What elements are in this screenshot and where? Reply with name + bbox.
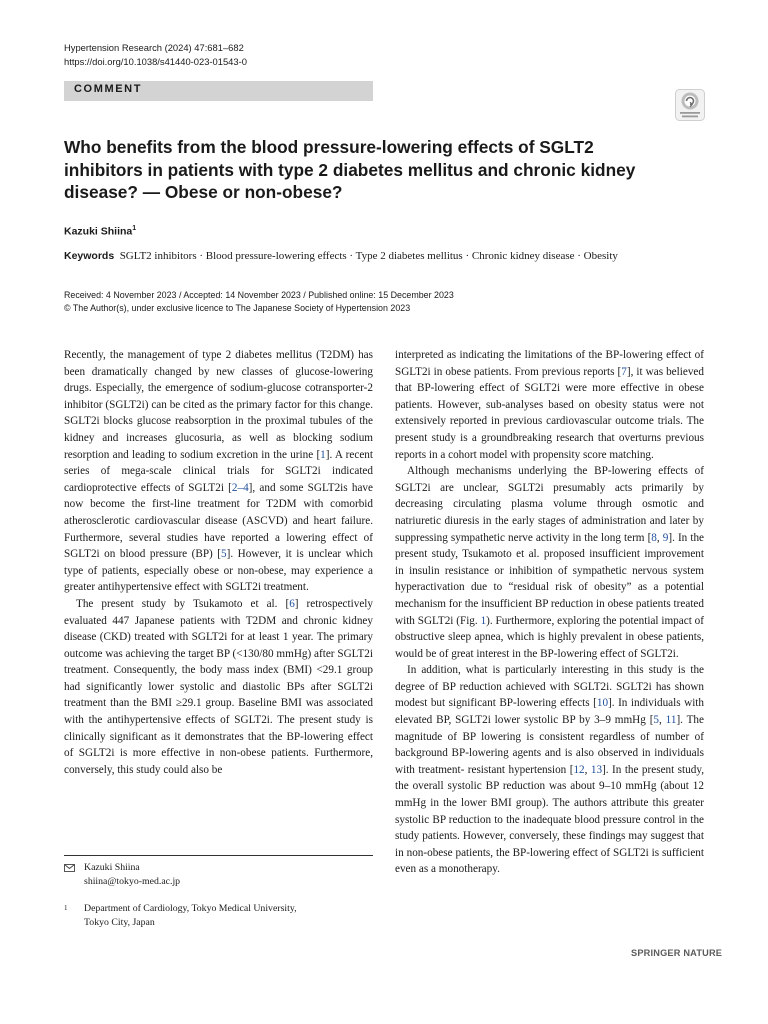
- keywords-label: Keywords: [64, 250, 115, 262]
- reference-link[interactable]: 5: [221, 548, 227, 561]
- contact-email[interactable]: shiina@tokyo-med.ac.jp: [84, 875, 181, 887]
- paragraph-2-continued: interpreted as indicating the limitations of the BP-lowering effect of SGLT2i in obese patients. From previous reports [7], it was believed that BP-lowering effect of SGLT2i were more effective in obese patients. However, sub-analyses based on obesity status were not extensively reported in previous cardiovascular outcome trials. The present study is a groundbreaking research that overturns previous reports in a cohort model with propensity score matching.: [395, 349, 704, 461]
- paragraph-1: Recently, the management of type 2 diabetes mellitus (T2DM) has been dramatically changed by new classes of glucose-lowering drugs. Especially, the emergence of sodium-glucose cotransporter-2 inhibitor (SGLT2i) can be cited as the primary factor for this change. SGLT2i blocks glucose reabsorption in the proximal tubules of the kidney and increases glucosuria, as well as blocking sodium resorption and leading to sodium excretion in the urine [1]. A recent series of mega-scale clinical trials for SGLT2i indicated cardioprotective effects of SGLT2i [2–4], and some SGLT2is have now become the first-line treatment for T2DM with comorbid atherosclerotic cardiovascular disease (ASCVD) and heart failure. Furthermore, several studies have reported a lowering effect of SGLT2i on blood pressure (BP) [5]. However, it is unclear which type of patients, especially obese or non-obese, may experience a greater antihypertensive effect with SGLT2i treatment.: [64, 349, 374, 594]
- article-dates: [64, 289, 454, 315]
- author-name[interactable]: Kazuki Shiina: [64, 225, 133, 238]
- reference-link[interactable]: 1: [480, 614, 487, 627]
- contact-footnote: [64, 861, 373, 888]
- affiliation-line-1: Department of Cardiology, Tokyo Medical University,: [84, 903, 297, 914]
- reference-link[interactable]: 5: [653, 714, 660, 727]
- paragraph-2: The present study by Tsukamoto et al. [6] retrospectively evaluated 447 Japanese patients with T2DM and chronic kidney disease (CKD) treated with SGLT2i for at least 1 year. The primary outcome was achieving the target BP (<130/80 mmHg) after SGLT2i treatment. Consequently, the body mass index (BMI) <29.1 group had significantly lower systolic and diastolic BPs after SGLT2i treatment than the BMI ≥29.1 group. Baseline BMI was associated with the antihypertensive effects of SGLT2i. The present study is clinically significant as it demonstrates that the BP-lowering effect of SGLT2i is more effective in non-obese patients. Furthermore, conversely, this study could also be: [64, 597, 374, 776]
- journal-citation: Hypertension Research (2024) 47:681–682: [64, 42, 244, 53]
- affiliation-footnote: [64, 902, 373, 929]
- reference-link[interactable]: 1: [320, 448, 326, 461]
- copyright-notice: © The Author(s), under exclusive licence to The Japanese Society of Hypertension 2023: [64, 303, 411, 313]
- article-title: Who benefits from the blood pressure-lowering effects of SGLT2 inhibitors in patients with type 2 diabetes mellitus and chronic kidney disease? — Obese or non-obese?: [64, 137, 636, 202]
- footnote-divider: [64, 855, 373, 856]
- affiliation-mark: 1: [64, 904, 68, 912]
- reference-link[interactable]: 10: [596, 697, 609, 710]
- reference-link[interactable]: 9: [662, 531, 669, 544]
- footnotes: [64, 861, 373, 929]
- body-column-right: [395, 347, 704, 878]
- affiliation-line-2: Tokyo City, Japan: [84, 916, 155, 928]
- reference-link[interactable]: 8: [651, 531, 657, 544]
- body-column-left: [64, 347, 373, 778]
- article-type-banner: COMMENT: [64, 81, 373, 101]
- reference-link[interactable]: 7: [621, 365, 627, 378]
- reference-link[interactable]: 12: [573, 763, 585, 776]
- doi-link[interactable]: https://doi.org/10.1038/s41440-023-01543-0: [64, 56, 247, 67]
- keywords-line: [64, 250, 618, 262]
- publication-history: Received: 4 November 2023 / Accepted: 14 November 2023 / Published online: 15 December 2023: [64, 290, 454, 300]
- reference-link[interactable]: 13: [590, 763, 603, 776]
- author-line: [64, 225, 136, 238]
- envelope-icon: [64, 864, 75, 872]
- check-for-updates-icon[interactable]: [675, 89, 705, 121]
- contact-name: Kazuki Shiina: [84, 862, 140, 873]
- reference-link[interactable]: 6: [289, 597, 295, 610]
- reference-link[interactable]: 11: [665, 714, 677, 727]
- keywords-text: SGLT2 inhibitors · Blood pressure-lowering effects · Type 2 diabetes mellitus · Chronic kidney disease · Obesity: [119, 250, 618, 262]
- journal-info: [64, 41, 247, 69]
- springer-nature-logo: SPRINGER NATURE: [631, 948, 723, 958]
- author-affiliation-mark: 1: [132, 225, 137, 232]
- reference-link[interactable]: 2–4: [231, 481, 249, 494]
- paragraph-3: Although mechanisms underlying the BP-lowering effects of SGLT2i are unclear, SGLT2i presumably acts primarily by decreasing circulating plasma volume through osmotic and natriuretic diuresis in the early stages of administration and later by suppressing sympathetic nerve activity in the long term [8, 9]. In the present study, Tsukamoto et al. proposed insufficient improvement in insulin resistance or inhibition of sympathetic nervous system hyperactivation due to “residual risk of obesity” as a potential mechanism for the insufficient BP reduction in obese patients treated with SGLT2i (Fig. 1). Furthermore, exploring the potential impact of obstructive sleep apnea, which is highly prevalent in obese patients, would be of great interest in the BP-lowering effect of SGLT2i.: [395, 465, 704, 660]
- paragraph-4: In addition, what is particularly interesting in this study is the degree of BP reduction achieved with SGLT2i. SGLT2i has shown modest but significant BP-lowering effects [10]. In individuals with elevated BP, SGLT2i lower systolic BP by 3–9 mmHg [5, 11]. The magnitude of BP lowering is consistent regardless of number of background BP-lowering agents and is also observed in individuals with treatment- resistant hypertension [12, 13]. In the present study, the overall systolic BP reduction was about 9–10 mmHg (about 12 mmHg in the lower BMI group). The authors attribute this greater systolic BP reduction to the inadequate blood pressure control in the study patients. However, conversely, these findings may suggest that in non-obese patients, the BP-lowering effect of SGLT2i is sufficient even as a monotherapy.: [395, 664, 704, 876]
